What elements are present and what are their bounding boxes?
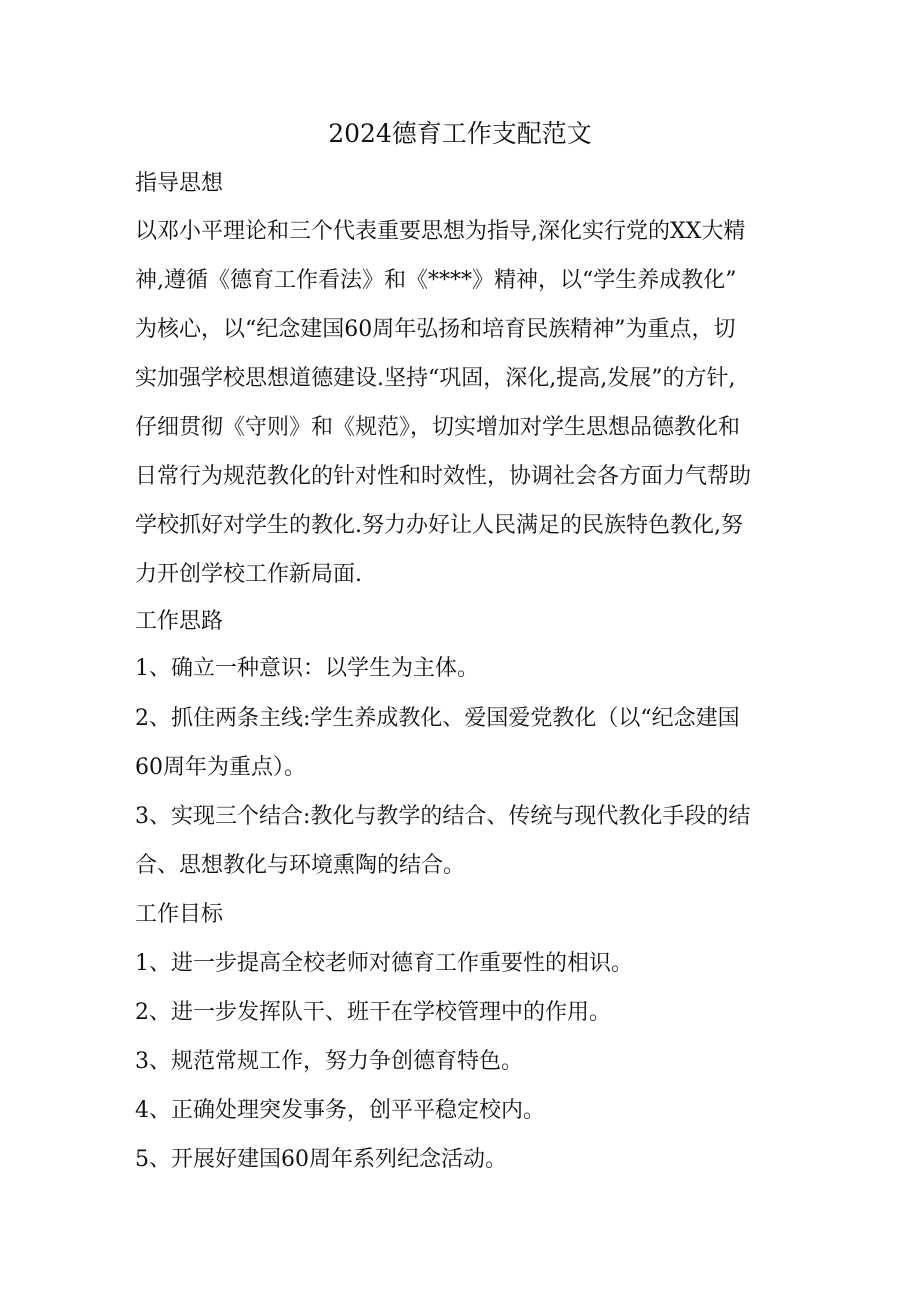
paragraph-line: 日常行为规范教化的针对性和时效性，协调社会各方面力气帮助 xyxy=(135,464,752,489)
section-heading-work-goals: 工作目标 xyxy=(135,902,224,927)
paragraph-line: 力开创学校工作新局面. xyxy=(135,562,362,587)
work-goal-item: 2、进一步发挥队干、班干在学校管理中的作用。 xyxy=(135,1000,611,1025)
paragraph-line: 为核心，以“纪念建国60周年弘扬和培育民族精神”为重点，切 xyxy=(135,317,736,342)
section-heading-guiding-ideology: 指导思想 xyxy=(135,171,224,196)
work-approach-item: 3、实现三个结合:教化与教学的结合、传统与现代教化手段的结 xyxy=(135,804,751,829)
paragraph-line: 学校抓好对学生的教化.努力办好让人民满足的民族特色教化,努 xyxy=(135,513,743,538)
work-approach-item: 60周年为重点）。 xyxy=(135,755,306,780)
document-title: 2024德育工作支配范文 xyxy=(328,119,592,148)
work-goal-item: 4、正确处理突发事务，创平平稳定校内。 xyxy=(135,1098,545,1123)
paragraph-line: 神,遵循《德育工作看法》和《****》精神，以“学生养成教化” xyxy=(135,268,737,293)
work-goal-item: 3、规范常规工作，努力争创德育特色。 xyxy=(135,1049,523,1074)
guiding-ideology-paragraph xyxy=(135,214,795,606)
section-heading-work-approach: 工作思路 xyxy=(135,609,224,634)
work-approach-item: 合、思想教化与环境熏陶的结合。 xyxy=(135,853,466,878)
paragraph-line: 实加强学校思想道德建设.坚持“巩固，深化,提高,发展”的方针, xyxy=(135,366,736,391)
work-approach-item: 2、抓住两条主线:学生养成教化、爱国爱党教化（以“纪念建国 xyxy=(135,706,740,731)
paragraph-line: 以邓小平理论和三个代表重要思想为指导,深化实行党的XX大精 xyxy=(135,219,746,244)
work-goal-item: 5、开展好建国60周年系列纪念活动。 xyxy=(135,1147,507,1172)
work-goal-item: 1、进一步提高全校老师对德育工作重要性的相识。 xyxy=(135,951,633,976)
work-approach-item: 1、确立一种意识：以学生为主体。 xyxy=(135,656,479,681)
paragraph-line: 仔细贯彻《守则》和《规范》，切实增加对学生思想品德教化和 xyxy=(135,415,741,440)
